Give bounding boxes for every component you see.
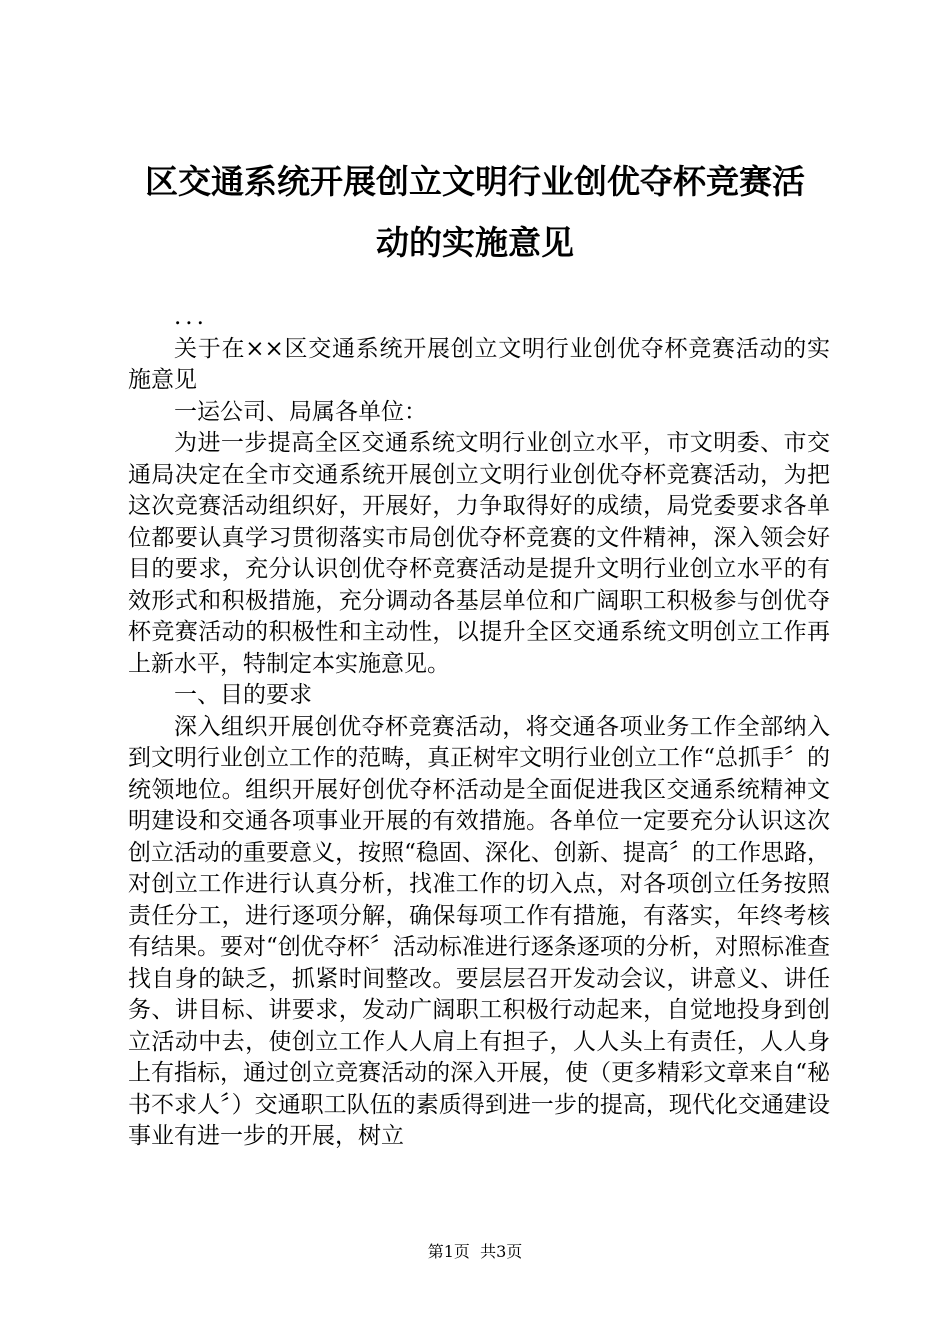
body-paragraph: 深入组织开展创优夺杯竞赛活动，将交通各项业务工作全部纳入到文明行业创立工作的范畴，真正树牢文明行业创立工作“总抓手〞的统领地位。组织开展好创优夺杯活动是全面促进我区交通系统精神文明建设和交通各项事业开展的有效措施。各单位一定要充分认识这次创立活动的重要意义，按照“稳固、深化、创新、提高〞的工作思路，对创立工作进行认真分析，找准工作的切入点，对各项创立任务按照责任分工，进行逐项分解，确保每项工作有措施，有落实，年终考核有结果。要对“创优夺杯〞活动标准进行逐条逐项的分析，对照标准查找自身的缺乏，抓紧时间整改。要层层召开发动会议，讲意义、讲任务、讲目标、讲要求，发动广阔职工积极行动起来，自觉地投身到创立活动中去，使创立工作人人肩上有担子，人人头上有责任，人人身上有指标，通过创立竞赛活动的深入开展，使（更多精彩文章来自“秘书不求人〞）交通职工队伍的素质得到进一步的提高，现代化交通建设事业有进一步的开展，树立 xyxy=(128,713,830,1149)
page-number-footer: 第1页 共3页 xyxy=(427,1242,523,1261)
ellipsis-line: ... xyxy=(174,304,208,330)
document-subject: 关于在××区交通系统开展创立文明行业创优夺杯竞赛活动的实施意见 xyxy=(128,335,830,393)
document-title-line-2: 动的实施意见 xyxy=(376,223,574,262)
section-heading: 一、目的要求 xyxy=(174,682,312,708)
addressee-line: 一运公司、局属各单位： xyxy=(174,398,427,425)
document-body xyxy=(128,302,830,1153)
document-title-line-1: 区交通系统开展创立文明行业创优夺杯竞赛活 xyxy=(145,162,805,201)
intro-paragraph: 为进一步提高全区交通系统文明行业创立水平，市文明委、市交通局决定在全市交通系统开展创立文明行业创优夺杯竞赛活动，为把这次竞赛活动组织好，开展好，力争取得好的成绩，局党委要求各单位都要认真学习贯彻落实市局创优夺杯竞赛的文件精神，深入领会好目的要求，充分认识创优夺杯竞赛活动是提升文明行业创立水平的有效形式和积极措施，充分调动各基层单位和广阔职工积极参与创优夺杯竞赛活动的积极性和主动性，以提升全区交通系统文明创立工作再上新水平，特制定本实施意见。 xyxy=(128,430,830,677)
